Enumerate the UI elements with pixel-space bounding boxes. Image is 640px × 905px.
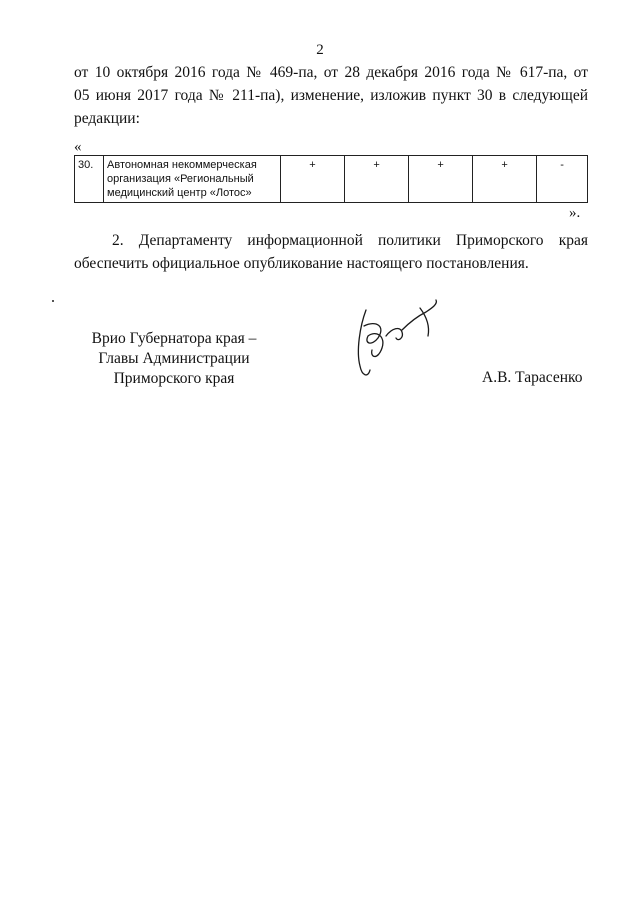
table-cell-mark: - <box>537 156 588 203</box>
organization-line: медицинский центр «Лотос» <box>107 187 252 199</box>
signatory-title-line: Приморского края <box>113 370 235 387</box>
table-cell-mark: + <box>281 156 345 203</box>
signer-name: А.В. Тарасенко <box>482 369 583 386</box>
table-cell-mark: + <box>345 156 409 203</box>
table-cell-mark: + <box>409 156 473 203</box>
paragraph-line: от 10 октября 2016 года № 469-па, от 28 декабря 2016 года № 617-па, от <box>74 64 588 81</box>
signatory-title-line: Врио Губернатора края – <box>91 330 257 347</box>
closing-quote-mark: ». <box>569 205 581 221</box>
paragraph-amendment <box>74 61 588 130</box>
margin-mark <box>52 300 54 302</box>
opening-quote-mark: « <box>74 139 82 155</box>
paragraph-line: обеспечить официальное опубликование настоящего постановления. <box>74 255 529 272</box>
table-cell-organization <box>104 156 281 203</box>
table-row <box>75 156 588 203</box>
organization-line: Автономная некоммерческая <box>107 159 257 171</box>
table-cell-number: 30. <box>75 156 104 203</box>
amendment-table <box>74 155 588 203</box>
signatory-title-line: Главы Администрации <box>98 350 250 367</box>
page-number: 2 <box>316 42 324 58</box>
paragraph-line: редакции: <box>74 110 140 127</box>
paragraph-line: 2. Департаменту информационной политики Приморского края <box>112 232 588 249</box>
paragraph-publication <box>74 229 588 275</box>
table-cell-mark: + <box>473 156 537 203</box>
handwritten-signature <box>346 296 446 382</box>
signatory-title <box>74 329 274 389</box>
paragraph-line: 05 июня 2017 года № 211-па), изменение, изложив пункт 30 в следующей <box>74 87 588 104</box>
organization-line: организация «Региональный <box>107 173 254 185</box>
